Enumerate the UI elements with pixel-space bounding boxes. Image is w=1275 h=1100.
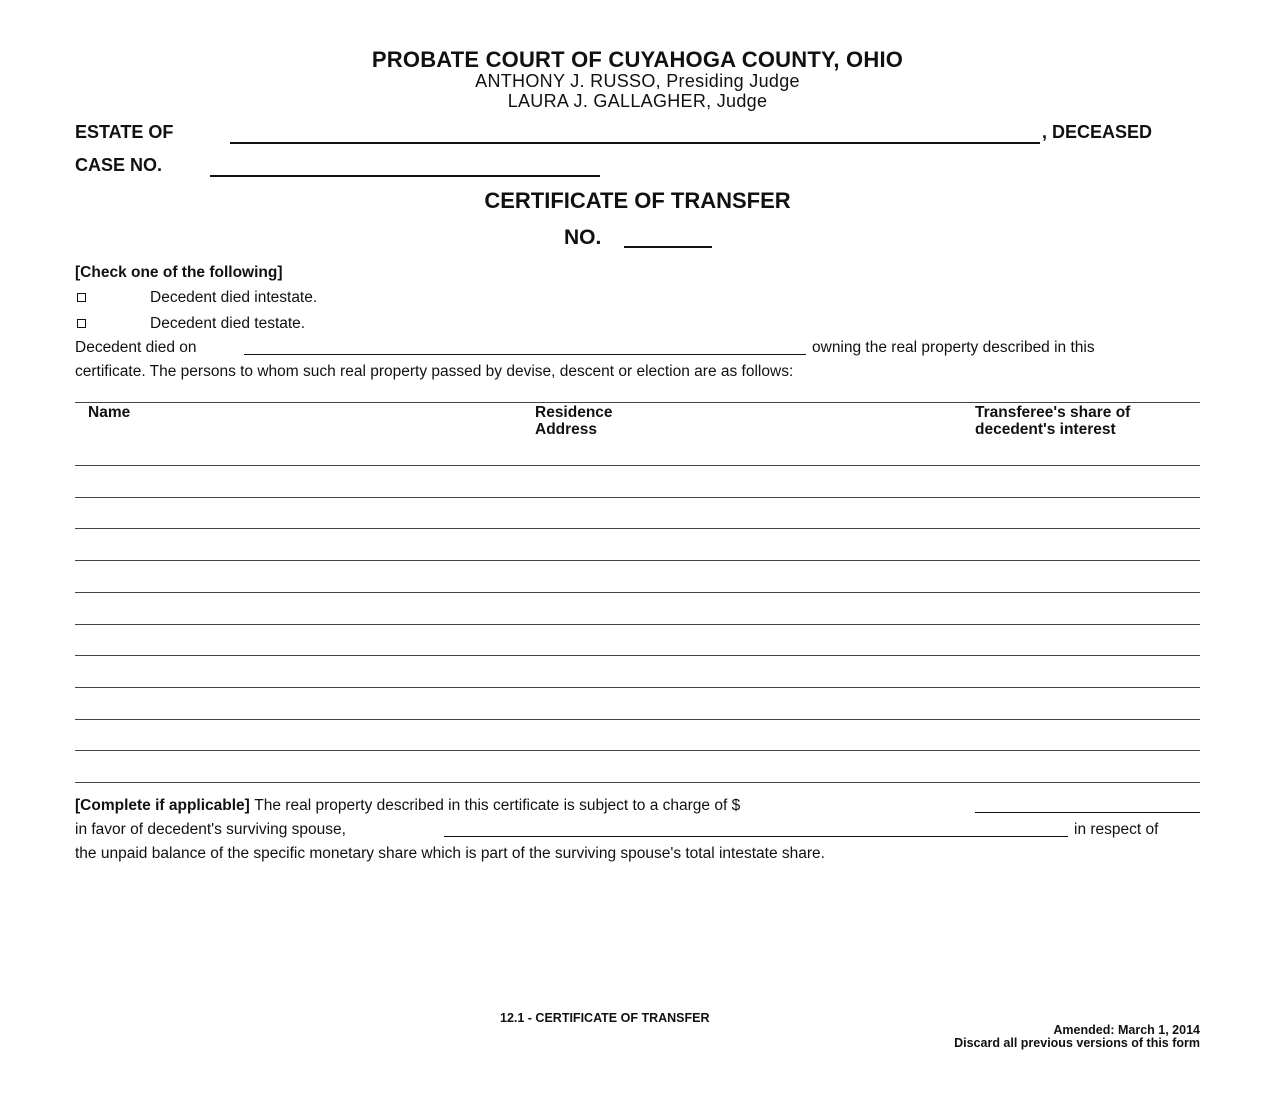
deceased-label: , DECEASED [1042,122,1153,142]
table-row[interactable] [75,538,1200,561]
check-instruction: [Check one of the following] [75,264,283,281]
unpaid-balance-text: the unpaid balance of the specific monetary share which is part of the surviving spouse's total intestate share. [75,845,825,862]
spouse-name-field[interactable] [444,819,1068,837]
judge: LAURA J. GALLAGHER, Judge [507,91,768,111]
table-row[interactable] [75,506,1200,529]
intestate-checkbox[interactable] [77,293,86,302]
table-row[interactable] [75,475,1200,498]
table-row[interactable] [75,665,1200,688]
testate-label: Decedent died testate. [150,315,306,332]
discard-notice: Discard all previous versions of this form [954,1036,1200,1050]
charge-text: The real property described in this certificate is subject to a charge of $ [254,797,741,814]
certificate-no-label: NO. [564,226,602,249]
charge-line-1 [75,797,740,815]
spouse-prefix: in favor of decedent's surviving spouse, [75,821,346,838]
presiding-judge: ANTHONY J. RUSSO, Presiding Judge [475,71,800,91]
column-header-share: Transferee's share of decedent's interest [975,404,1131,438]
testate-checkbox[interactable] [77,319,86,328]
intestate-label: Decedent died intestate. [150,289,318,306]
estate-name-field[interactable] [230,124,1040,144]
table-row[interactable] [75,633,1200,656]
column-header-name: Name [88,404,131,421]
certificate-title: CERTIFICATE OF TRANSFER [484,188,791,213]
column-header-residence: Residence Address [535,404,613,438]
persons-statement: certificate. The persons to whom such real property passed by devise, descent or election are as follows: [75,363,794,380]
case-no-field[interactable] [210,157,600,177]
table-row[interactable] [75,602,1200,625]
estate-label: ESTATE OF [75,122,174,142]
death-date-suffix: owning the real property described in this [812,339,1095,356]
complete-if-applicable: [Complete if applicable] [75,797,250,814]
court-title: PROBATE COURT OF CUYAHOGA COUNTY, OHIO [371,47,904,72]
table-row[interactable] [75,760,1200,783]
in-respect-of: in respect of [1074,821,1159,838]
amended-date: Amended: March 1, 2014 [1053,1023,1200,1037]
charge-amount-field[interactable] [975,795,1200,813]
case-no-label: CASE NO. [75,155,163,175]
death-date-field[interactable] [244,337,806,355]
table-row[interactable] [75,697,1200,720]
table-row[interactable] [75,443,1200,466]
table-row[interactable] [75,728,1200,751]
table-row[interactable] [75,570,1200,593]
form-number: 12.1 - CERTIFICATE OF TRANSFER [500,1011,710,1025]
table-top-rule [75,402,1200,403]
certificate-no-field[interactable] [624,228,712,248]
death-date-prefix: Decedent died on [75,339,197,356]
